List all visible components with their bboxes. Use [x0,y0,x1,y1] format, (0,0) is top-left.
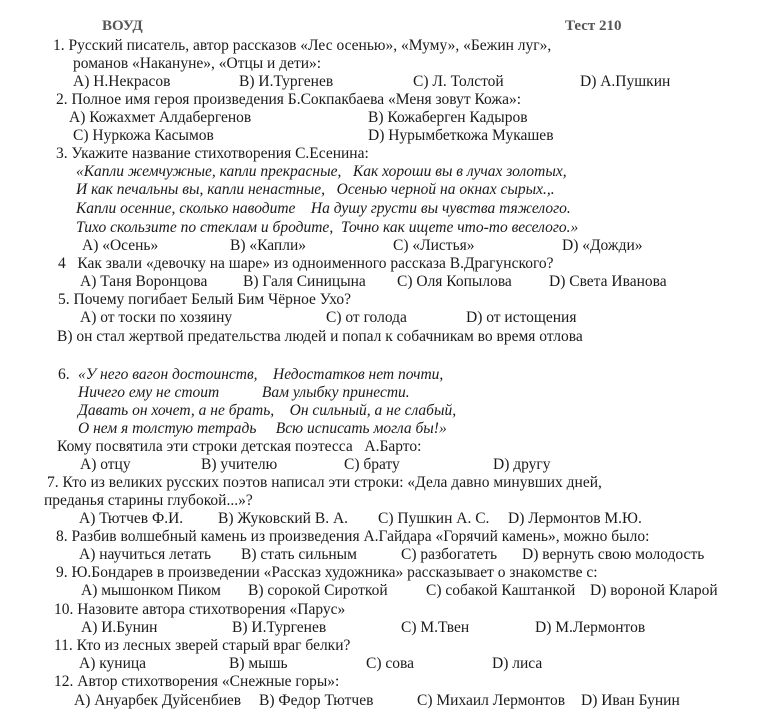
q7-option-c: C) Пушкин А. С. [378,510,490,527]
q10-option-a: A) И.Бунин [81,619,158,636]
question-6-number: 6. [58,366,70,383]
q3-poem-line: Тихо скользите по стеклам и бродите, Точно как ищете что-то веселого.» [76,219,579,236]
question-11-text: 11. Кто из лесных зверей старый враг белки? [54,637,351,654]
q8-option-d: D) вернуть свою молодость [522,546,705,563]
q8-option-b: B) стать сильным [241,546,357,563]
question-1-text-cont: романов «Накануне», «Отцы и дети»: [73,55,322,72]
q4-option-a: A) Таня Воронцова [80,273,208,290]
question-1-text: 1. Русский писатель, автор рассказов «Лес осенью», «Муму», «Бежин луг», [53,37,552,54]
question-10-text: 10. Назовите автора стихотворения «Парус» [54,601,346,618]
q3-poem-line: «Капли жемчужные, капли прекрасные, Как хороши вы в лучах золотых, [76,163,567,180]
q3-option-a: A) «Осень» [82,237,159,254]
q6-option-d: D) другу [493,456,551,473]
q8-option-a: A) научиться летать [79,546,212,563]
q5-option-b: B) он стал жертвой предательства людей и попал к собачникам во время отлова [57,328,583,345]
question-4-text: 4 Как звали «девочку на шаре» из одноименного рассказа В.Драгунского? [58,255,554,272]
q9-option-a: A) мышонком Пиком [81,582,221,599]
q5-option-a: A) от тоски по хозяину [80,309,233,326]
q2-option-c: C) Нуркожа Касымов [73,127,214,144]
q12-option-b: B) Федор Тютчев [259,692,374,709]
q10-option-c: C) М.Твен [401,619,470,636]
question-12-text: 12. Автор стихотворения «Снежные горы»: [54,673,340,690]
q3-poem-line: И как печальны вы, капли ненастные, Осенью черной на окнах сырых.,. [76,181,555,198]
q6-poem-line: «У него вагон достоинств, Недостатков нет почти, [78,366,444,383]
q4-option-d: D) Света Иванова [549,273,667,290]
q6-poem-line: Давать он хочет, а не брать, Он сильный, а не слабый, [78,402,457,419]
q7-option-d: D) Лермонтов М.Ю. [508,510,642,527]
q12-option-a: A) Ануарбек Дуйсенбиев [74,692,242,709]
q9-option-d: D) вороной Кларой [590,582,718,599]
q1-option-a: A) Н.Некрасов [73,73,171,90]
q12-option-c: C) Михаил Лермонтов [417,692,566,709]
q6-option-c: C) брату [344,456,400,473]
question-2-text: 2. Полное имя героя произведения Б.Сокпакбаева «Меня зовут Кожа»: [56,91,522,108]
q1-option-b: B) И.Тургенев [239,73,334,90]
question-6-text: Кому посвятила эти строки детская поэтесса А.Барто: [57,438,422,455]
q12-option-d: D) Иван Бунин [581,692,680,709]
q6-poem-line: О нем я толстую тетрадь Всю исписать могла бы!» [78,420,447,437]
question-9-text: 9. Ю.Бондарев в произведении «Рассказ художника» рассказывает о знакомстве с: [56,564,598,581]
q9-option-c: C) собакой Каштанкой [426,582,576,599]
question-3-text: 3. Укажите название стихотворения С.Есенина: [56,145,369,162]
q3-option-b: B) «Капли» [230,237,307,254]
question-5-text: 5. Почему погибает Белый Бим Чёрное Ухо? [58,291,352,308]
question-8-text: 8. Разбив волшебный камень из произведения А.Гайдара «Горячий камень», можно было: [56,528,650,545]
q3-option-d: D) «Дожди» [562,237,643,254]
q6-poem-line: Ничего ему не стоит Вам улыбку принести. [78,384,410,401]
question-7-text-cont: преданья старины глубокой...»? [44,492,253,509]
q11-option-b: B) мышь [229,655,288,672]
q2-option-b: B) Кожаберген Кадыров [368,109,528,126]
q11-option-c: C) сова [366,655,414,672]
q11-option-d: D) лиса [492,655,543,672]
q7-option-b: B) Жуковский В. А. [218,510,349,527]
q6-option-b: B) учителю [201,456,278,473]
q2-option-d: D) Нурымбеткожа Мукашев [368,127,554,144]
header-left: ВОУД [102,18,143,34]
q7-option-a: A) Тютчев Ф.И. [79,510,184,527]
q10-option-d: D) М.Лермонтов [535,619,646,636]
q1-option-d: D) А.Пушкин [580,73,671,90]
q3-poem-line: Капли осенние, сколько наводите На душу грусти вы чувства тяжелого. [76,200,571,217]
q10-option-b: B) И.Тургенев [232,619,327,636]
header-right: Тест 210 [565,18,622,34]
q4-option-c: C) Оля Копылова [397,273,512,290]
q11-option-a: A) куница [79,655,147,672]
q2-option-a: A) Кожахмет Алдабергенов [69,109,252,126]
q4-option-b: B) Галя Синицына [243,273,366,290]
q6-option-a: A) отцу [80,456,131,473]
q8-option-c: C) разбогатеть [401,546,498,563]
q9-option-b: B) сорокой Сироткой [248,582,388,599]
question-7-text: 7. Кто из великих русских поэтов написал эти строки: «Дела давно минувших дней, [47,474,602,491]
q3-option-c: C) «Листья» [393,237,475,254]
q5-option-d: D) от истощения [466,309,577,326]
q5-option-c: C) от голода [326,309,407,326]
q1-option-c: C) Л. Толстой [413,73,504,90]
